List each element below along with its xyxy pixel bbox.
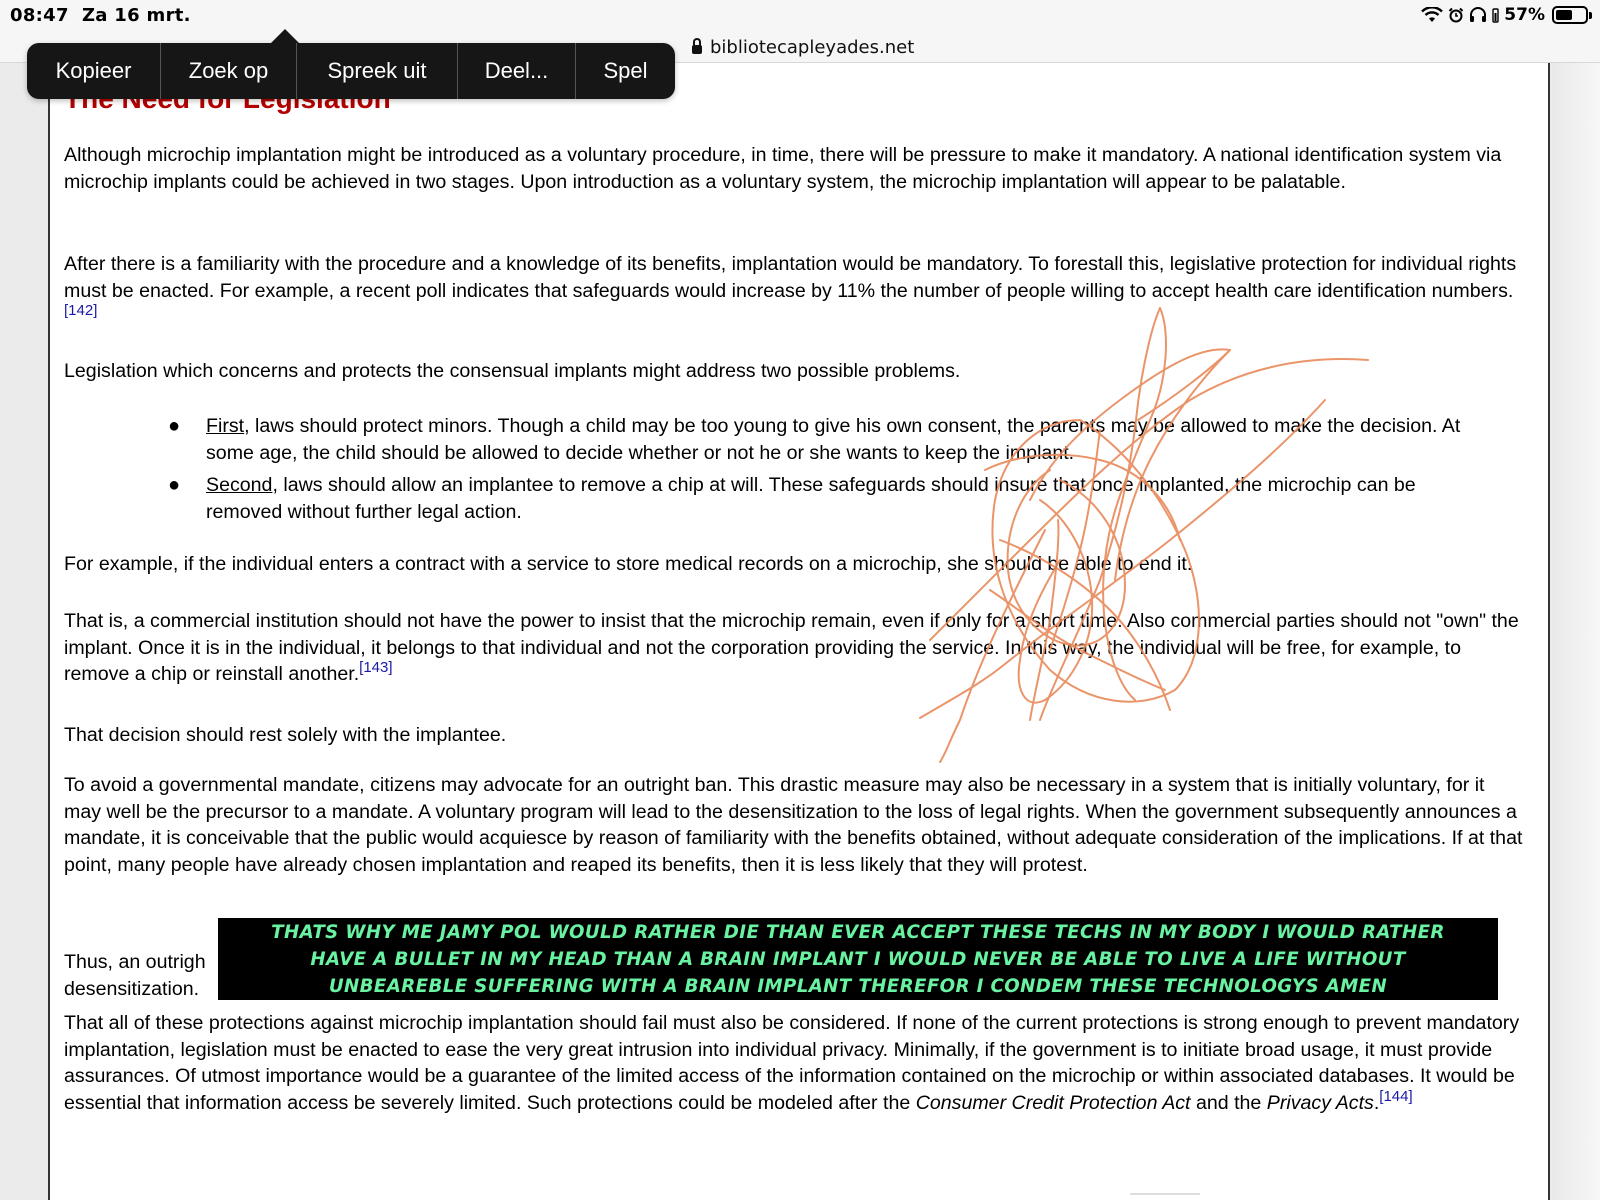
left-page-margin <box>0 63 48 1200</box>
footnote-ref-142[interactable]: [142] <box>64 302 98 319</box>
battery-level-fill <box>1556 10 1572 20</box>
list-item <box>168 413 1496 466</box>
headphones-icon <box>1469 7 1487 23</box>
overlay-text-banner <box>218 918 1498 1000</box>
battery-icon <box>1552 6 1588 24</box>
paragraph-3: Legislation which concerns and protects the consensual implants might address two possible problems. <box>64 360 961 382</box>
paragraph-9-and: and the <box>1190 1091 1267 1114</box>
footnote-ref-144[interactable]: [144] <box>1379 1087 1413 1105</box>
menu-item-look-up[interactable]: Zoek op <box>161 43 297 99</box>
bullet-2-lead: Second <box>206 474 273 496</box>
status-time-date <box>10 5 191 26</box>
web-page[interactable] <box>48 63 1550 1200</box>
paragraph-9-end: . <box>1373 1091 1380 1114</box>
status-date: Za 16 mrt. <box>81 5 191 26</box>
url-display[interactable] <box>692 32 914 63</box>
battery-percentage: 57% <box>1504 5 1545 25</box>
text-selection-context-menu <box>27 43 675 99</box>
paragraph-5 <box>64 608 1526 688</box>
paragraph-5-text: That is, a commercial institution should not have the power to insist that the microchip remain, even if only for a short time. Also commercial parties should not "own" the implant. Once it is in the individual, it belongs to that individual and not the corporation providing the service. In this way, the individual will be free, for example, to remove a chip or reinstall another. <box>64 610 1519 685</box>
paragraph-7: To avoid a governmental mandate, citizens may advocate for an outright ban. This drastic measure may also be necessary in a system that is initially voluntary, for it may well be the precursor to a mandate. A voluntary program will lead to the desensitization to the loss of legal rights. When the government subsequently announces a mandate, it is conceivable that the public would acquiesce by reason of familiarity with the benefits obtained, without adequate consideration of the implications. If at that point, many people have already chosen implantation and reaped its benefits, then it is less likely that they will protest. <box>64 774 1523 876</box>
paragraph-4: For example, if the individual enters a contract with a service to store medical records on a microchip, she should be able to end it. <box>64 553 1193 575</box>
bullet-1-text: , laws should protect minors. Though a child may be too young to give his own consent, the parents may be allowed to make the decision. At some age, the child should be allowed to decide whether or not he or she wants to keep the implant. <box>206 415 1461 464</box>
alarm-icon <box>1448 7 1464 23</box>
status-bar <box>0 0 1600 32</box>
menu-item-spell[interactable]: Spel <box>603 58 648 83</box>
paragraph-9-text: That all of these protections against microchip implantation should fail must also be considered. If none of the current protections is strong enough to prevent mandatory implantation, legislation must be enacted to ease the very great intrusion into individual privacy. Minimally, if the government is to initiate broad usage, it must provide assurances. Of utmost importance would be a guarantee of the limited access of the information contained on the microchip or within associated databases. It would be essential that information access be severely limited. Such protections could be modeled after the <box>64 1012 1520 1114</box>
paragraph-2 <box>64 251 1526 331</box>
paragraph-6: That decision should rest solely with the implantee. <box>64 724 507 746</box>
footnote-ref-143[interactable]: [143] <box>359 659 393 676</box>
page-footer-fragment <box>1130 1193 1200 1195</box>
bullet-1-lead: First <box>206 415 245 437</box>
device-battery-icon <box>1492 7 1499 23</box>
url-text: bibliotecapleyades.net <box>710 37 915 58</box>
list-item <box>168 472 1496 525</box>
wifi-icon <box>1421 7 1443 23</box>
right-page-margin <box>1552 63 1600 1200</box>
lock-icon <box>692 45 702 54</box>
menu-item-speak[interactable]: Spreek uit <box>297 43 458 99</box>
overlay-banner-text: THATS WHY ME JAMY POL WOULD RATHER DIE THAN EVER ACCEPT THESE TECHS IN MY BODY I WOULD RATHER HAVE A BULLET IN MY HEAD THAN A BRAIN IMPLANT I WOULD NEVER BE ABLE TO LIVE A LIFE WITHOUT UNBEAREBLE SUFFERING WITH A BRAIN IMPLANT THEREFOR I CONDEM THESE TECHNOLOGYS AMEN <box>271 921 1445 997</box>
status-indicators <box>1421 5 1588 25</box>
bullet-icon: ● <box>168 415 181 437</box>
paragraph-9-act-2: Privacy Acts <box>1266 1091 1374 1114</box>
paragraph-1: Although microchip implantation might be introduced as a voluntary procedure, in time, there will be pressure to make it mandatory. A national identification system via microchip implants could be achieved in two stages. Upon introduction as a voluntary system, the microchip implantation will appear to be palatable. <box>64 144 1502 193</box>
menu-item-share[interactable]: Deel... <box>458 43 576 99</box>
bullet-icon: ● <box>168 474 181 496</box>
menu-item-copy[interactable]: Kopieer <box>27 43 161 99</box>
bullet-2-text: , laws should allow an implantee to remove a chip at will. These safeguards should insure that once implanted, the microchip can be removed without further legal action. <box>206 474 1416 523</box>
paragraph-9-act-1: Consumer Credit Protection Act <box>915 1091 1191 1114</box>
status-time: 08:47 <box>10 5 69 26</box>
paragraph-9 <box>64 1010 1526 1116</box>
paragraph-8-line-2: desensitization. <box>64 977 200 1000</box>
paragraph-8-line-1: Thus, an outrigh <box>64 951 206 973</box>
paragraph-2-text: After there is a familiarity with the procedure and a knowledge of its benefits, implantation would be mandatory. To forestall this, legislative protection for individual rights must be enacted. For example, a recent poll indicates that safeguards would increase by 11% the number of people willing to accept health care identification numbers. <box>64 253 1517 302</box>
